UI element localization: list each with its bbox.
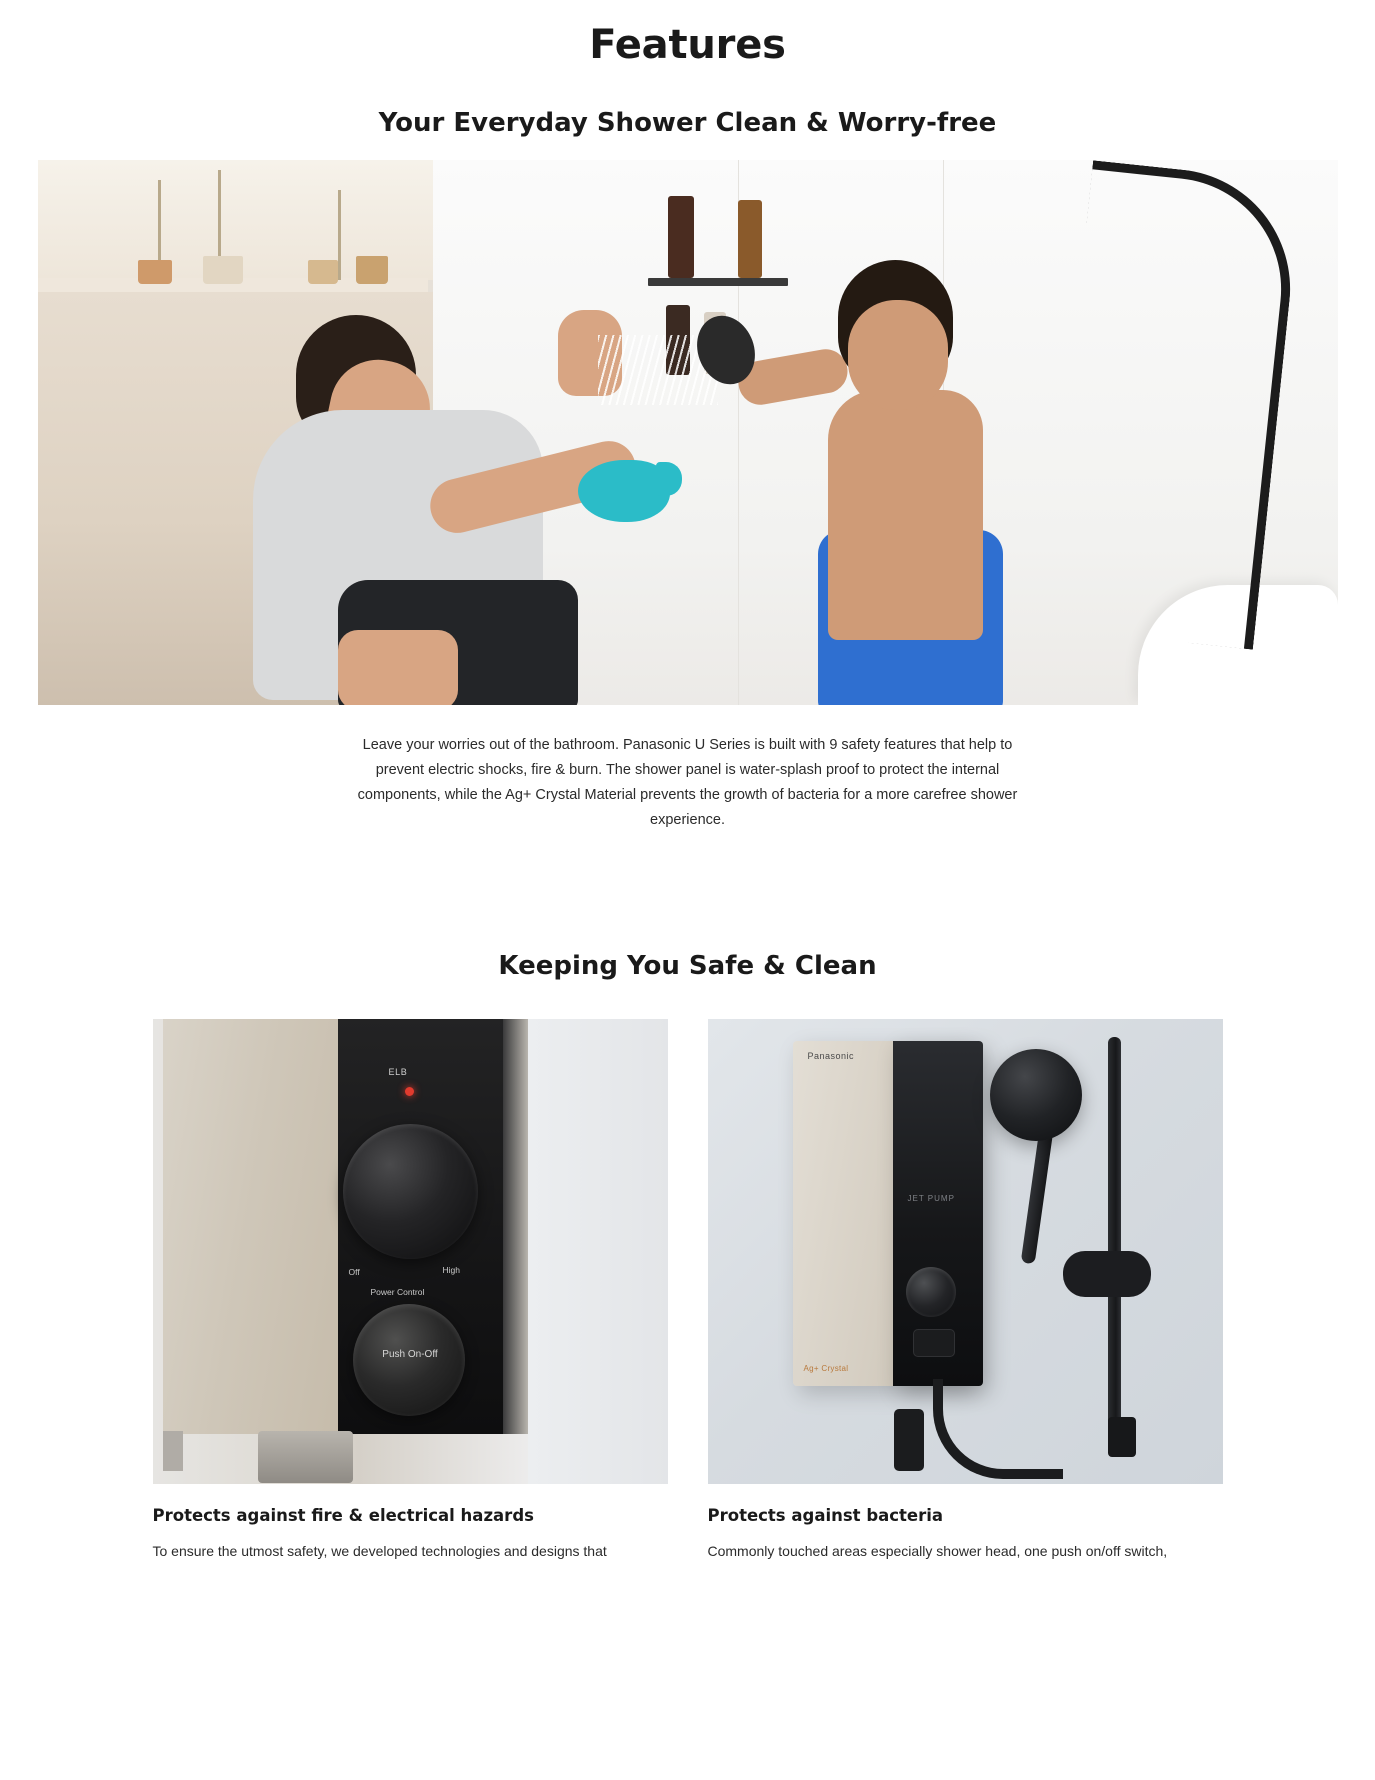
card-body: To ensure the utmost safety, we developed technologies and designs that — [152, 1543, 607, 1559]
hero-section-heading: Your Everyday Shower Clean & Worry-free — [378, 108, 997, 138]
control-panel-image — [153, 1019, 668, 1484]
feature-card-fire-electrical — [153, 1019, 668, 1563]
shower-head-holder — [1063, 1251, 1151, 1297]
panel-inlet-pipe — [258, 1431, 353, 1483]
shower-rail — [1108, 1037, 1121, 1437]
hero-boy-body — [828, 390, 983, 640]
card-body: Commonly touched areas especially shower head, one push on/off switch, — [707, 1543, 1168, 1559]
hero-pot-3 — [308, 260, 338, 284]
panel-edge — [503, 1019, 528, 1434]
elb-indicator-light — [405, 1087, 414, 1096]
elb-label: ELB — [388, 1067, 408, 1077]
dial-off-label: Off — [348, 1267, 360, 1277]
feature-cards — [153, 1019, 1223, 1563]
rail-base-bracket — [1108, 1417, 1136, 1457]
hero-toy-fish-tail — [656, 462, 682, 496]
hero-pot-2 — [203, 256, 243, 284]
unit-power-plug — [894, 1409, 924, 1471]
hero-bottle-1 — [668, 196, 694, 278]
panel-side-pipe — [163, 1431, 183, 1471]
dial-high-label: High — [442, 1265, 460, 1275]
panasonic-logo: Panasonic — [807, 1051, 855, 1061]
hero-caption: Leave your worries out of the bathroom. Panasonic U Series is built with 9 safety features that help to prevent electric shocks, fire & burn. The shower panel is water-splash proof to protect the internal components, while the Ag+ Crystal Material prevents the growth of bacteria for a more carefree shower experience. — [357, 737, 1018, 828]
hero-boy-face — [848, 300, 948, 410]
ag-crystal-label: Ag+ Crystal — [803, 1364, 849, 1373]
hero-pot-1 — [138, 260, 172, 284]
hero-image — [38, 160, 1338, 705]
card-title: Protects against fire & electrical hazards — [152, 1506, 534, 1525]
panel-body-left — [163, 1019, 338, 1434]
jet-pump-label: JET PUMP — [907, 1194, 955, 1203]
hero-bottle-2 — [738, 200, 762, 278]
water-heater-unit-image — [708, 1019, 1223, 1484]
hero-plant-stem-3 — [338, 190, 341, 280]
safe-section-heading: Keeping You Safe & Clean — [498, 951, 877, 981]
hero-black-shelf — [648, 278, 788, 286]
power-control-dial[interactable] — [343, 1124, 478, 1259]
unit-push-button[interactable] — [913, 1329, 955, 1357]
push-on-off-label: Push On-Off — [382, 1349, 438, 1360]
push-on-off-button[interactable] — [353, 1304, 465, 1416]
card-title: Protects against bacteria — [707, 1506, 944, 1525]
power-control-label: Power Control — [370, 1287, 425, 1297]
hero-man-leg — [338, 630, 458, 705]
panel-wall — [528, 1019, 668, 1484]
page-title: Features — [589, 22, 786, 68]
unit-control-knob[interactable] — [906, 1267, 956, 1317]
shower-head — [990, 1049, 1082, 1141]
hero-illustration — [38, 160, 1338, 705]
hero-pot-4 — [356, 256, 388, 284]
feature-card-bacteria — [708, 1019, 1223, 1563]
